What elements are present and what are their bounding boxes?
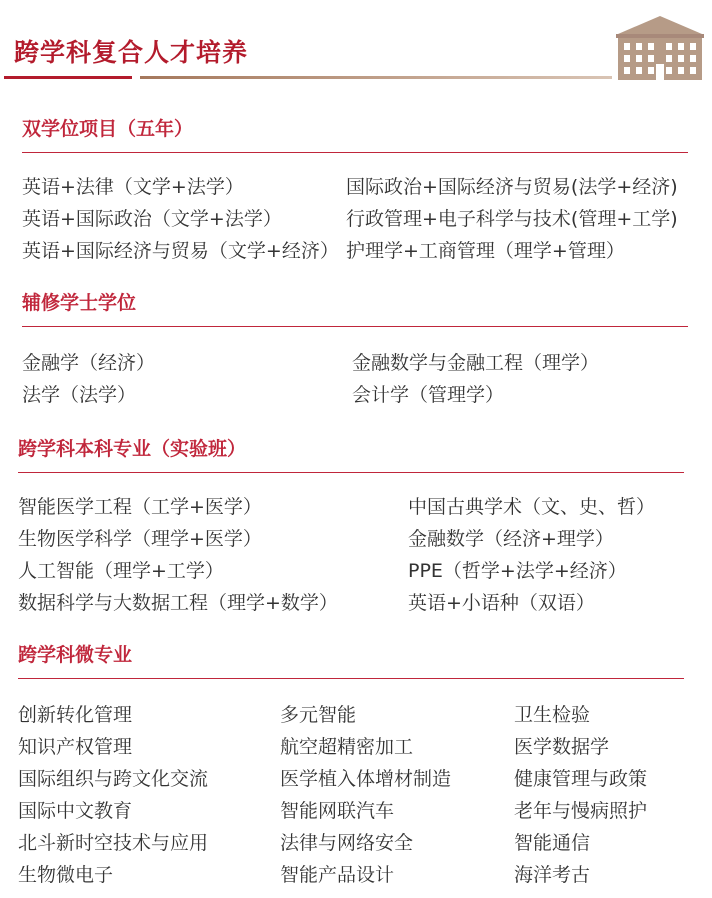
section-rule: [22, 326, 688, 327]
list-item: PPE（哲学+法学+经济）: [408, 560, 627, 582]
list-item: 医学数据学: [514, 736, 610, 758]
section-heading-dual-degree: 双学位项目（五年）: [22, 118, 194, 140]
list-item: 会计学（管理学）: [352, 384, 505, 406]
section-heading-minor-degree: 辅修学士学位: [22, 292, 137, 314]
list-item: 多元智能: [280, 704, 357, 726]
list-item: 英语+法律（文学+法学）: [22, 176, 244, 198]
list-item: 法律与网络安全: [280, 832, 414, 854]
title-underline-red: [4, 76, 132, 79]
list-item: 数据科学与大数据工程（理学+数学）: [18, 592, 338, 614]
list-item: 中国古典学术（文、史、哲）: [408, 496, 656, 518]
list-item: 航空超精密加工: [280, 736, 414, 758]
section-heading-interdisciplinary-majors: 跨学科本科专业（实验班）: [18, 438, 247, 460]
list-item: 医学植入体增材制造: [280, 768, 452, 790]
list-item: 知识产权管理: [18, 736, 133, 758]
building-icon: [612, 14, 708, 80]
list-item: 金融数学与金融工程（理学）: [352, 352, 600, 374]
list-item: 护理学+工商管理（理学+管理）: [346, 240, 625, 262]
list-item: 北斗新时空技术与应用: [18, 832, 209, 854]
list-item: 国际政治+国际经济与贸易(法学+经济): [346, 176, 678, 198]
section-heading-micro-majors: 跨学科微专业: [18, 644, 133, 666]
section-rule: [22, 152, 688, 153]
list-item: 智能通信: [514, 832, 591, 854]
list-item: 生物医学科学（理学+医学）: [18, 528, 262, 550]
list-item: 行政管理+电子科学与技术(管理+工学): [346, 208, 678, 230]
list-item: 健康管理与政策: [514, 768, 648, 790]
list-item: 智能产品设计: [280, 864, 395, 886]
list-item: 卫生检验: [514, 704, 591, 726]
title-underline-brown: [140, 76, 612, 79]
list-item: 国际中文教育: [18, 800, 133, 822]
list-item: 海洋考古: [514, 864, 591, 886]
list-item: 金融数学（经济+理学）: [408, 528, 614, 550]
section-rule: [18, 678, 684, 679]
list-item: 人工智能（理学+工学）: [18, 560, 224, 582]
list-item: 金融学（经济）: [22, 352, 156, 374]
list-item: 英语+小语种（双语）: [408, 592, 595, 614]
page-title: 跨学科复合人才培养: [14, 38, 249, 67]
list-item: 英语+国际经济与贸易（文学+经济）: [22, 240, 339, 262]
list-item: 老年与慢病照护: [514, 800, 648, 822]
list-item: 智能网联汽车: [280, 800, 395, 822]
list-item: 生物微电子: [18, 864, 114, 886]
list-item: 法学（法学）: [22, 384, 137, 406]
list-item: 国际组织与跨文化交流: [18, 768, 209, 790]
list-item: 创新转化管理: [18, 704, 133, 726]
section-rule: [18, 472, 684, 473]
list-item: 智能医学工程（工学+医学）: [18, 496, 262, 518]
list-item: 英语+国际政治（文学+法学）: [22, 208, 282, 230]
